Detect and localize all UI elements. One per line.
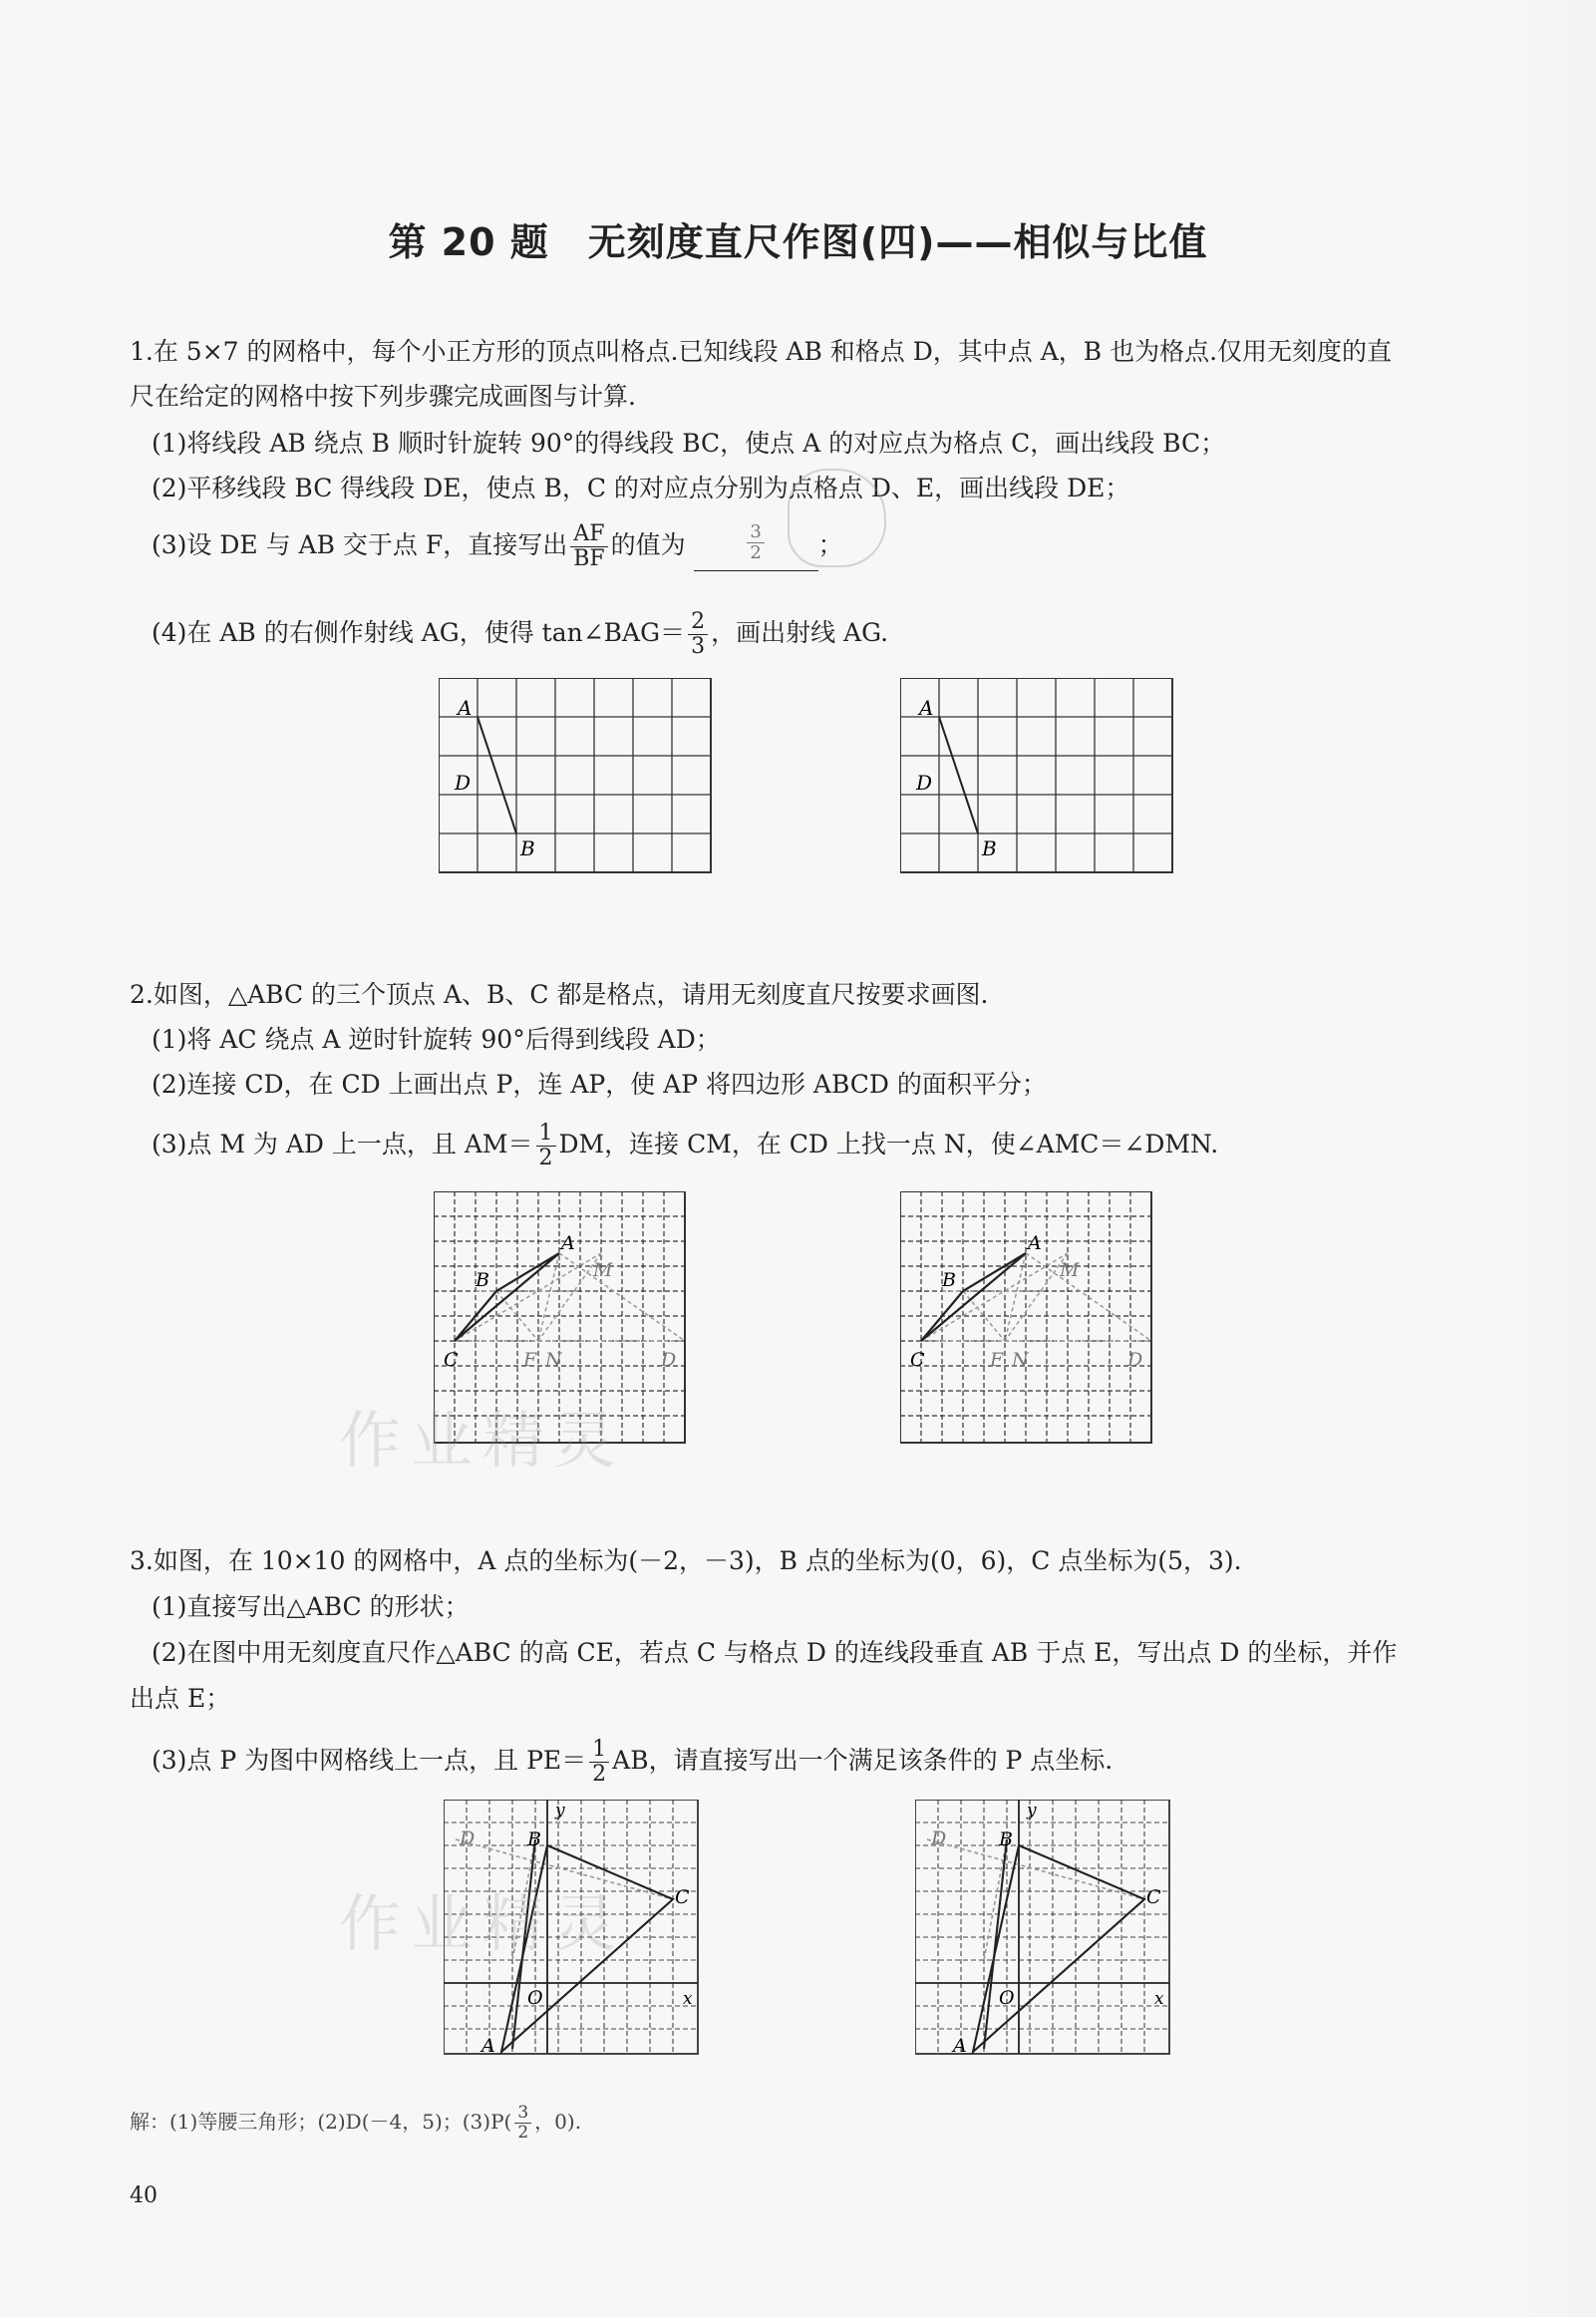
q3-part2-line1: (2)在图中用无刻度直尺作△ABC 的高 CE，若点 C 与格点 D 的连线段垂直 AB 于点 E，写出点 D 的坐标，并作 — [152, 1638, 1398, 1667]
label-b: B — [942, 1269, 956, 1291]
q1-stem-line1: 1.在 5×7 的网格中，每个小正方形的顶点叫格点.已知线段 AB 和格点 D，其中点 A，B 也为格点.仅用无刻度的直 — [130, 337, 1393, 366]
page-title: 第 20 题 无刻度直尺作图(四)——相似与比值 — [388, 220, 1208, 264]
label-b: B — [999, 1828, 1013, 1850]
q2-part1: (1)将 AC 绕点 A 逆时针旋转 90°后得到线段 AD； — [152, 1025, 721, 1054]
answer-fraction: $\frac{3}{2}$ — [747, 522, 764, 563]
triangle-abc — [973, 1839, 1144, 2052]
label-o: O — [999, 1987, 1015, 2009]
label-a: A — [1028, 1232, 1042, 1254]
q1-figure-left — [439, 678, 718, 877]
q1-part3: (3)设 DE 与 AB 交于点 F，直接写出 $\frac{AF}{BF}$ 的值为 $\frac{3}{2}$ ； — [152, 518, 843, 571]
label-o: O — [527, 1987, 543, 2009]
label-x: x — [683, 1989, 693, 2009]
label-c: C — [444, 1349, 459, 1371]
label-f: F — [990, 1349, 1004, 1371]
label-a: A — [919, 696, 934, 720]
watermark-1: 作业精灵 — [339, 1404, 627, 1477]
q2-stem: 2.如图，△ABC 的三个顶点 A、B、C 都是格点，请用无刻度直尺按要求画图. — [130, 980, 989, 1009]
fraction-one-half: $\frac{1}{2}$ — [536, 1122, 556, 1170]
fraction-two-thirds: $\frac{2}{3}$ — [688, 610, 708, 659]
label-y: y — [555, 1801, 565, 1820]
label-f: F — [523, 1349, 537, 1371]
label-y: y — [1027, 1801, 1037, 1820]
stamp-mark — [788, 469, 886, 567]
label-d: D — [661, 1349, 677, 1371]
q1-part4: (4)在 AB 的右侧作射线 AG，使得 tan∠BAG＝ $\frac{2}{3}$ ，画出射线 AG. — [152, 609, 889, 659]
label-b: B — [520, 836, 535, 860]
q3-stem: 3.如图，在 10×10 的网格中，A 点的坐标为(－2，－3)，B 点的坐标为(0，6)，C 点坐标为(5，3). — [130, 1546, 1242, 1575]
label-d: D — [1127, 1349, 1143, 1371]
label-d: D — [931, 1827, 947, 1849]
q1-part2: (2)平移线段 BC 得线段 DE，使点 B，C 的对应点分别为点格点 D、E，画出线段 DE； — [152, 474, 1130, 502]
label-a: A — [953, 2035, 967, 2057]
label-b: B — [982, 836, 997, 860]
label-c: C — [1146, 1886, 1161, 1908]
label-a: A — [561, 1232, 575, 1254]
q1-stem-line2: 尺在给定的网格中按下列步骤完成画图与计算. — [130, 382, 636, 411]
label-m: M — [593, 1259, 613, 1281]
label-c: C — [910, 1349, 925, 1371]
fraction-one-half: $\frac{1}{2}$ — [589, 1738, 609, 1787]
label-n: N — [1012, 1349, 1029, 1371]
label-x: x — [1154, 1989, 1164, 2009]
q3-figure-right — [915, 1800, 1176, 2061]
label-d: D — [455, 771, 472, 795]
q3-construction-lines — [927, 1839, 1144, 1960]
q1-part1: (1)将线段 AB 绕点 B 顺时针旋转 90°的得线段 BC，使点 A 的对应点为格点 C，画出线段 BC； — [152, 429, 1226, 458]
q3-part2-line2: 出点 E； — [130, 1684, 231, 1713]
label-a: A — [481, 2035, 495, 2057]
label-b: B — [476, 1269, 489, 1291]
page-number: 40 — [130, 2183, 158, 2208]
label-d: D — [916, 771, 933, 795]
answer-fraction: $\frac{3}{2}$ — [514, 2104, 531, 2143]
segment-ab — [939, 717, 978, 833]
q2-part2: (2)连接 CD，在 CD 上画出点 P，连 AP，使 AP 将四边形 ABCD 的面积平分； — [152, 1070, 1047, 1099]
fraction-af-bf: $\frac{AF}{BF}$ — [570, 522, 607, 571]
segment-ab — [478, 717, 516, 833]
label-m: M — [1060, 1259, 1080, 1281]
label-a: A — [458, 696, 473, 720]
label-c: C — [675, 1886, 690, 1908]
label-d: D — [460, 1827, 476, 1849]
watermark-2: 作业精灵 — [339, 1887, 627, 1960]
q2-figure-right — [900, 1191, 1159, 1446]
page-edge-shading — [1501, 0, 1596, 2317]
solution-text: 解：(1)等腰三角形；(2)D(－4，5)；(3)P( $\frac{3}{2}$ ，0). — [130, 2103, 582, 2143]
q2-part3: (3)点 M 为 AD 上一点，且 AM＝ $\frac{1}{2}$ DM，连接 CM，在 CD 上找一点 N，使∠AMC＝∠DMN. — [152, 1121, 1219, 1170]
label-n: N — [545, 1349, 562, 1371]
q1-figure-right — [900, 678, 1179, 877]
q3-part3: (3)点 P 为图中网格线上一点，且 PE＝ $\frac{1}{2}$ AB，请直接写出一个满足该条件的 P 点坐标. — [152, 1737, 1114, 1787]
label-b: B — [527, 1828, 541, 1850]
q3-part1: (1)直接写出△ABC 的形状； — [152, 1592, 470, 1621]
